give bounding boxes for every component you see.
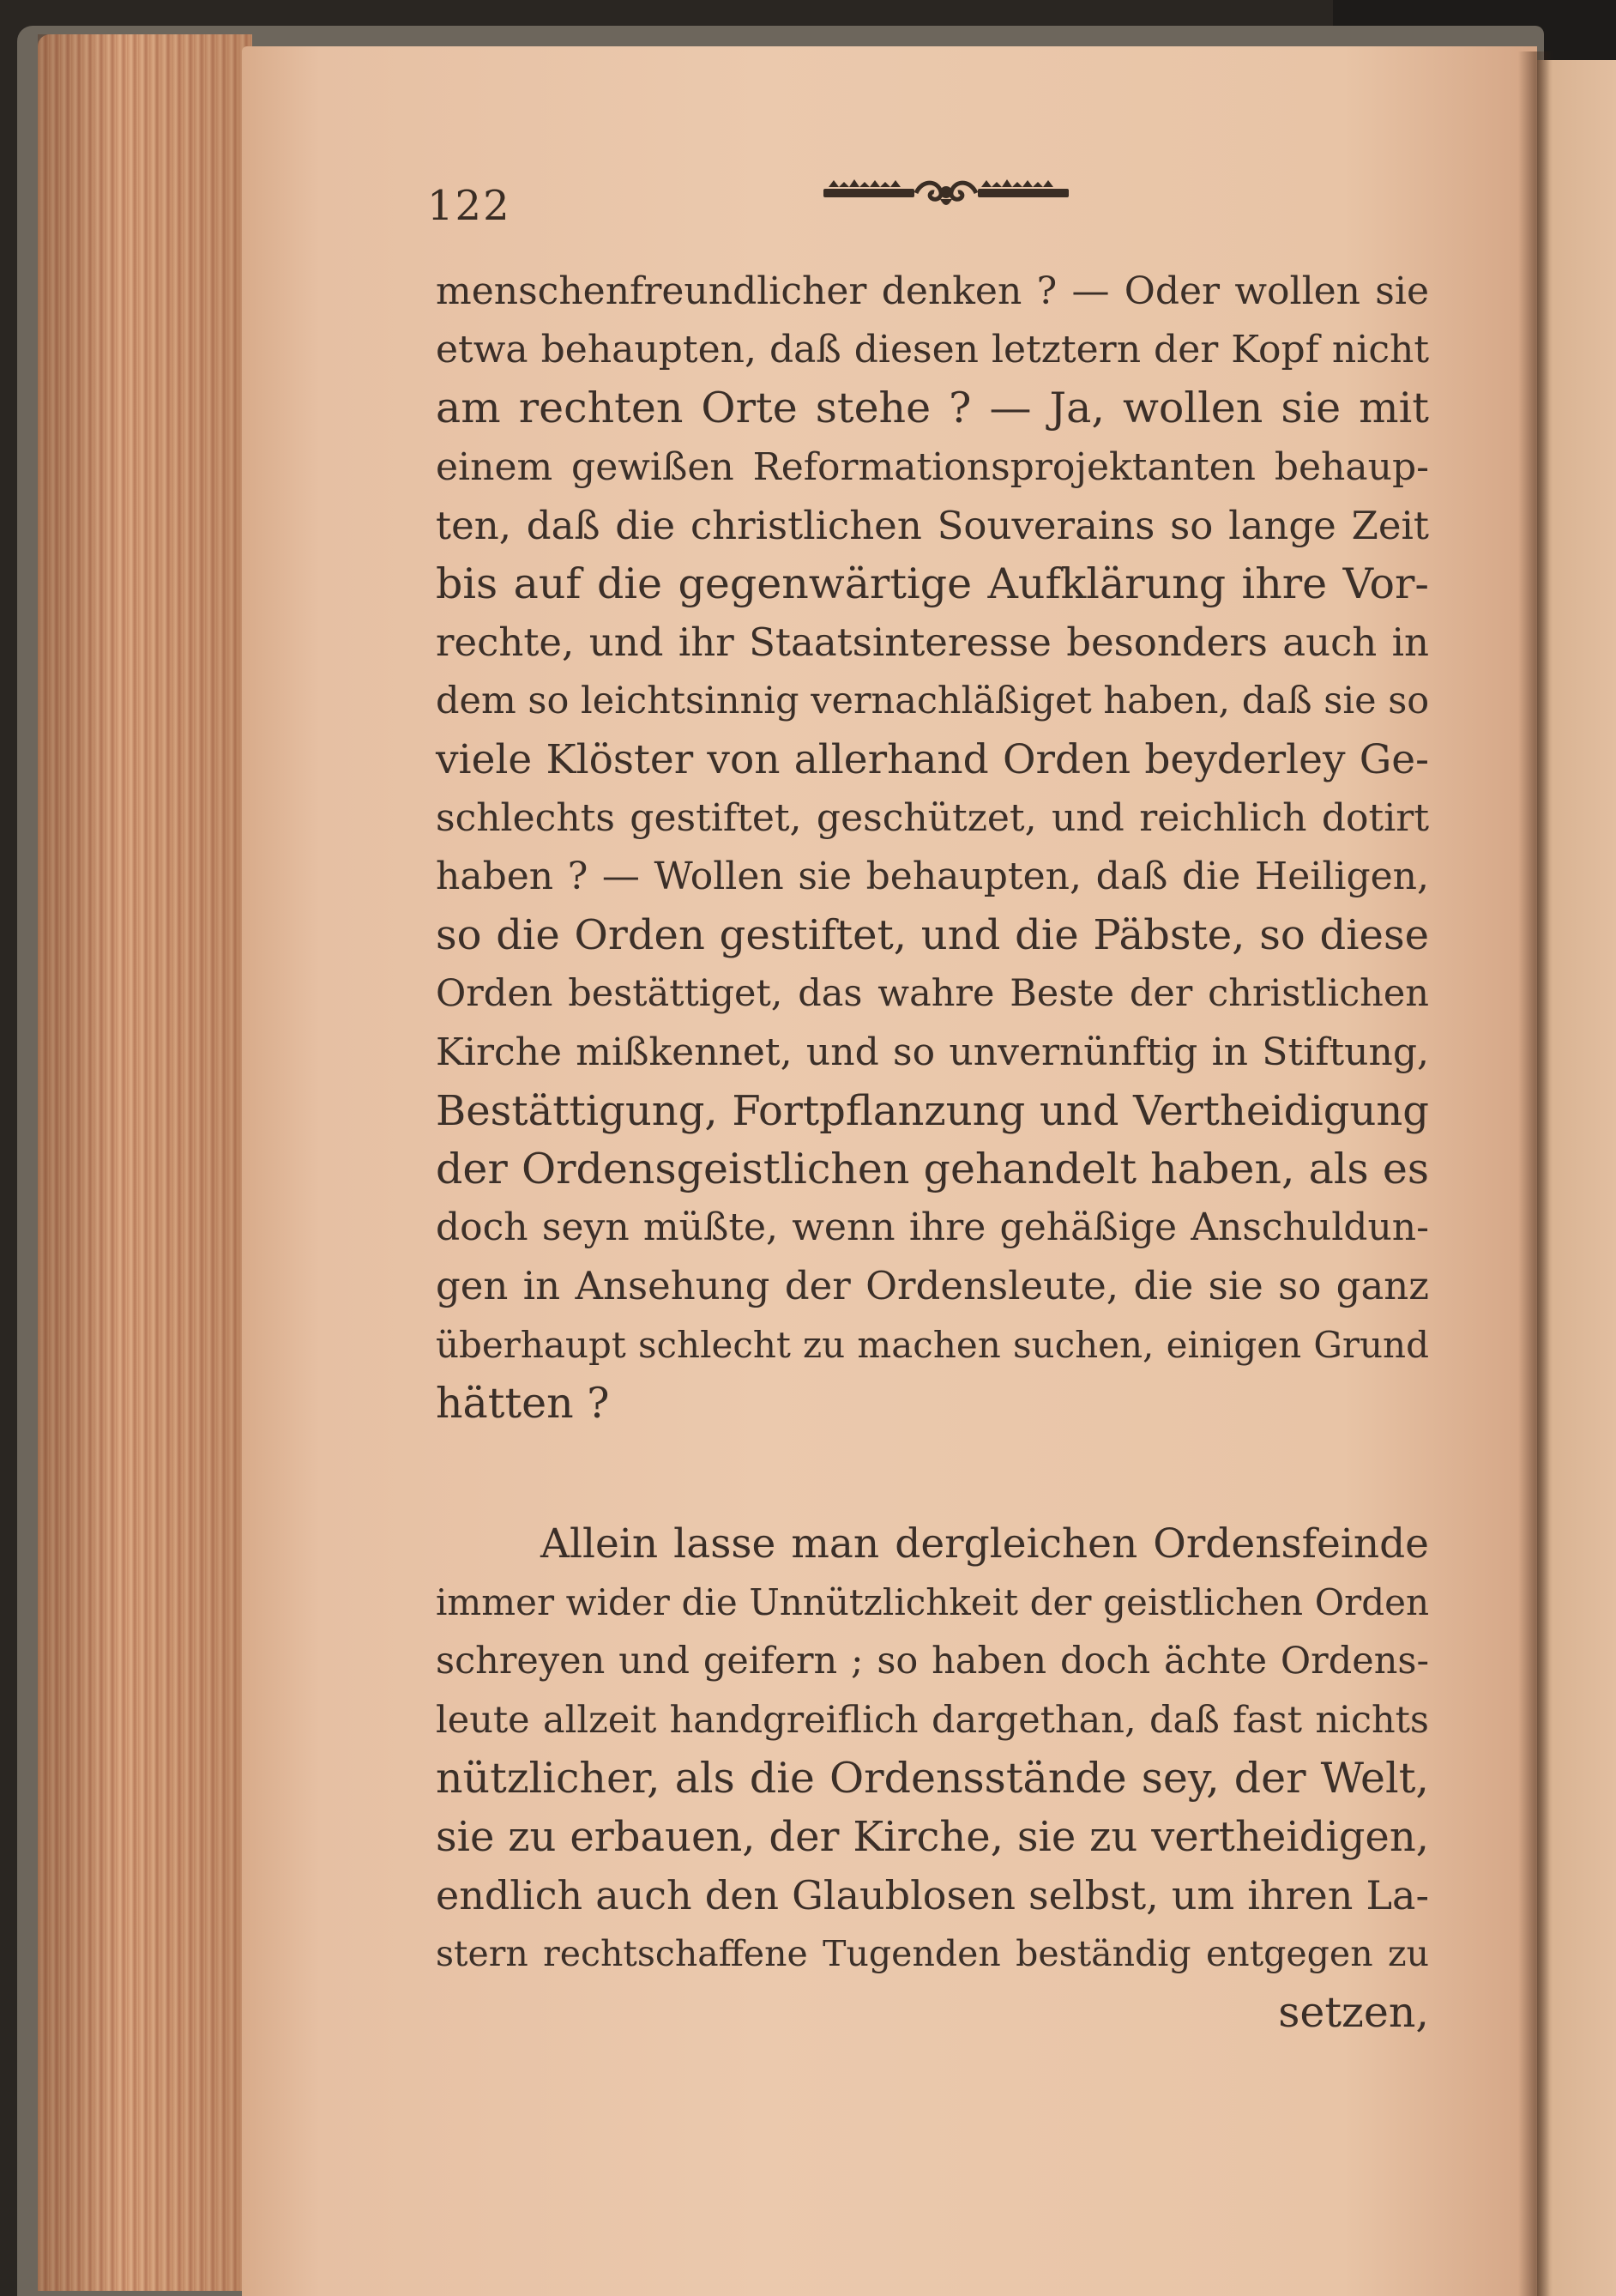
paragraph-2 <box>436 1515 1429 2042</box>
text-line: so die Orden gestiftet, und die Päbste, so diese <box>436 911 1429 960</box>
text-line: Allein lasse man dergleichen Ordensfeinde <box>540 1520 1429 1568</box>
text-line: rechte, und ihr Staatsinteresse besonders auch in <box>436 619 1429 666</box>
text-line: der Ordensgeistlichen gehandelt haben, als es <box>436 1145 1429 1194</box>
text-line: Bestättigung, Fortpflanzung und Vertheidigung <box>436 1086 1429 1135</box>
text-line: schreyen und geifern ; so haben doch ächte Ordens- <box>436 1640 1429 1683</box>
text-line: doch seyn müßte, wenn ihre gehäßige Anschuldun- <box>436 1205 1429 1250</box>
paragraph-1 <box>436 263 1429 1433</box>
text-line: am rechten Orte stehe ? — Ja, wollen sie mit <box>436 384 1429 433</box>
page-gutter <box>1518 51 1553 2296</box>
text-line: gen in Ansehung der Ordensleute, die sie so ganz <box>436 1263 1429 1309</box>
text-line: viele Klöster von allerhand Orden beyderley Ge- <box>436 735 1429 783</box>
text-line: endlich auch den Glaublosen selbst, um ihren La- <box>436 1872 1429 1919</box>
text-line: einem gewißen Reformationsprojektanten behaup- <box>436 444 1429 489</box>
text-line: stern rechtschaffene Tugenden beständig entgegen zu <box>436 1933 1429 1975</box>
page-edges-shade <box>38 34 252 2291</box>
text-line: hätten ? <box>436 1378 610 1428</box>
text-line: überhaupt schlecht zu machen suchen, einigen Grund <box>436 1323 1429 1366</box>
text-line: menschenfreundlicher denken ? — Oder wollen sie <box>436 269 1429 313</box>
page-number: 122 <box>427 182 511 230</box>
text-line: leute allzeit handgreiflich dargethan, daß fast nichts <box>436 1698 1429 1742</box>
text-line: sie zu erbauen, der Kirche, sie zu vertheidigen, <box>436 1813 1429 1862</box>
text-line: dem so leichtsinnig vernachläßiget haben, daß sie so <box>436 680 1430 723</box>
ornamental-rule-icon <box>822 168 1070 214</box>
catchword: setzen, <box>1278 1987 1429 2037</box>
text-line: Kirche mißkennet, und so unvernünftig in Stiftung, <box>436 1030 1429 1074</box>
text-line: bis auf die gegenwärtige Aufklärung ihre Vor- <box>436 559 1429 609</box>
text-line: ten, daß die christlichen Souverains so lange Zeit <box>436 502 1429 548</box>
text-line: schlechts gestiftet, geschützet, und reichlich dotirt <box>436 795 1429 840</box>
text-line: immer wider die Unnützlichkeit der geistlichen Orden <box>436 1581 1429 1624</box>
text-line: etwa behaupten, daß diesen letztern der Kopf nicht <box>436 328 1429 372</box>
text-line: nützlicher, als die Ordensstände sey, der Welt, <box>436 1753 1429 1803</box>
text-line: haben ? — Wollen sie behaupten, daß die Heiligen, <box>436 855 1429 899</box>
text-line: Orden bestättiget, das wahre Beste der christlichen <box>436 972 1429 1016</box>
